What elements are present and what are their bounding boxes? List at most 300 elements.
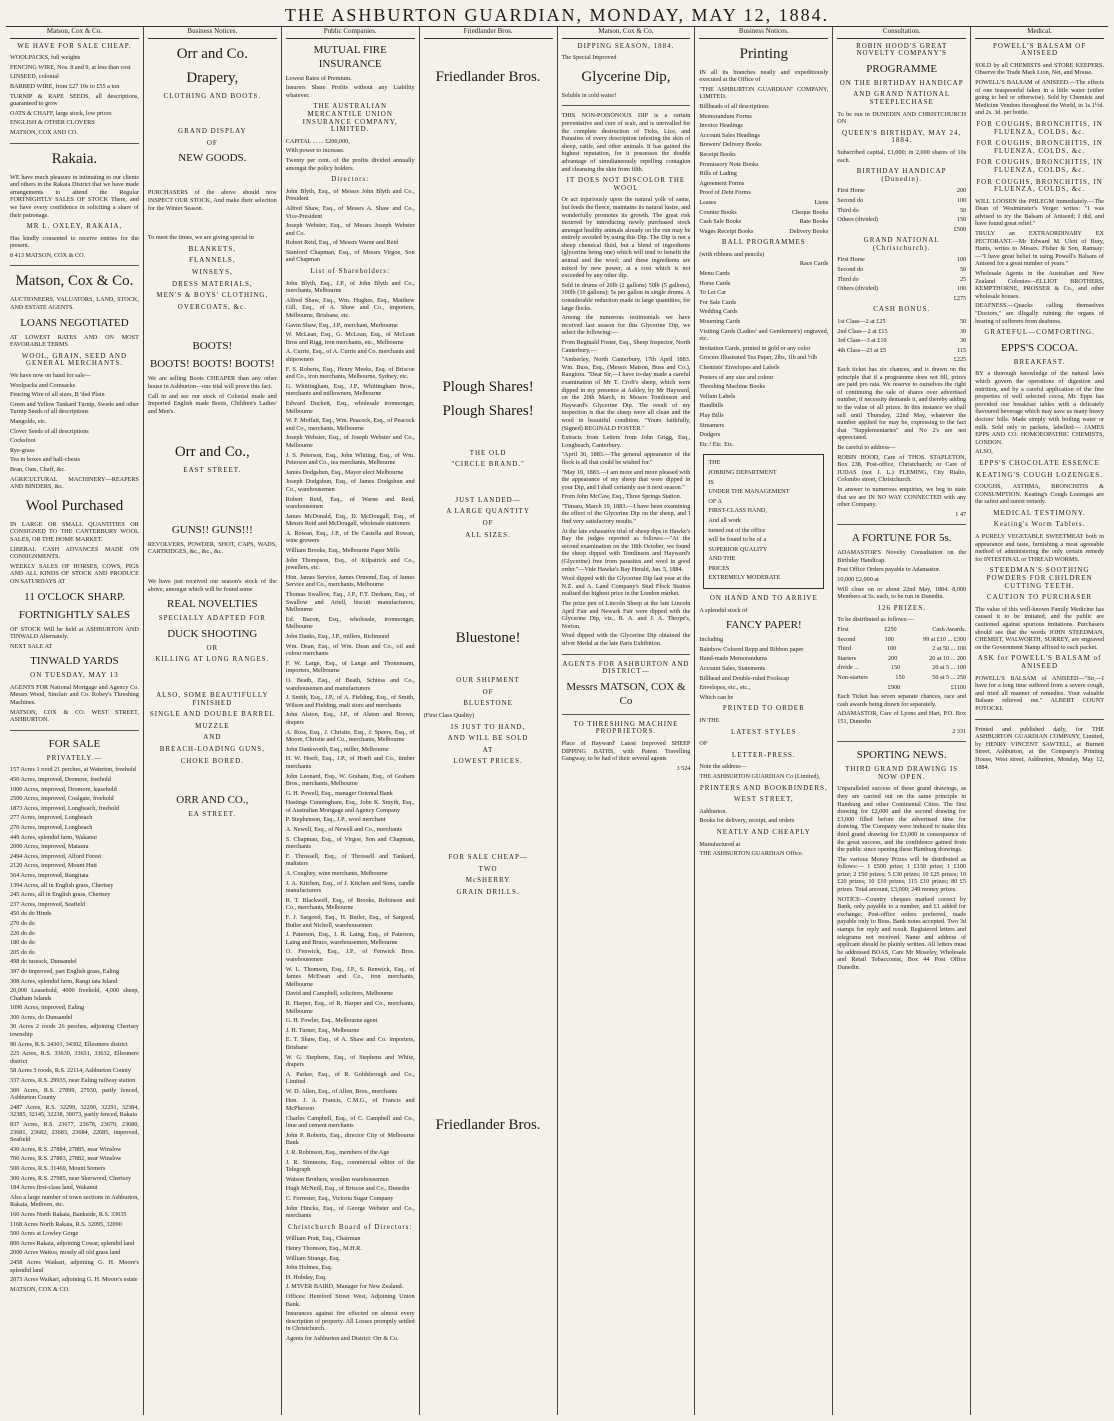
land-item: 498 do tussock, Dunsandel (10, 958, 77, 966)
mens: MEN'S & BOYS' CLOTHING, (156, 291, 269, 300)
also-finished: ALSO, SOME BEAUTIFULLY FINISHED (156, 691, 269, 707)
bonus-cell: 30 (959, 337, 967, 345)
land-item: 2000 Acres, improved, Mataura (10, 843, 89, 851)
adamastor-cell: 2 at 50 ... 100 (932, 645, 967, 653)
shareholder: Hastings Cunningham, Esq., John K. Smyth, Esq., of Australian Mortgage and Agency Company (285, 799, 415, 814)
on-hand: ON HAND AND TO ARRIVE (709, 594, 818, 603)
powell-title: POWELL'S BALSAM OF ANISEED (992, 41, 1087, 58)
have-now: We have now on hand for sale— (10, 372, 91, 380)
shareholder: Charles Campbell, Esq., of C. Campbell and Co., lime and cement merchants (285, 1114, 415, 1130)
shareholder: J. Paterson, Esq., J. R. Laing, Esq., of Paterson, Laing and Bruce, warehousemen, Melbourne (285, 931, 415, 946)
to-be-run: To be run in DUNEDIN AND CHRISTCHURCH ON (837, 110, 967, 126)
call-in: Call in and see our stock of Colonial made and Imported English made Boots, Children's Ladies' and Men's. (147, 392, 277, 415)
ref: 1 47 (955, 510, 967, 518)
cash-bonus: CASH BONUS. (873, 305, 931, 314)
adamastor: ADAMASTOR'S Novelty Consultation on the Birthday Handicap. (837, 549, 967, 564)
land-item: 2500 Acres, improved, Coalgate, freehold (10, 795, 114, 803)
purchasers: PURCHASERS of the above should now INSPECT OUR STOCK, And make their selection for the Winter Season. (147, 189, 277, 212)
friedlander-footer: Friedlander Bros. (435, 1117, 541, 1134)
shareholder: A. Ross, Esq., J. Christie, Esq., J. Speers, Esq., of Moore, Christie and Co., merchants, Melbourne (285, 728, 415, 744)
land-item: 270 do do (10, 919, 35, 927)
land-item: 1000 Acres, improved, Dromore, leasehold (10, 785, 117, 793)
timaru: "Timaru, March 19, 1883.—I have been examining the effect of the Glycerine Dip on the sheep, and I find very satisfactory results." (561, 502, 691, 526)
land-item: 308 Acres, splendid farm, Rangi tata Island (10, 977, 118, 985)
third-grand: THIRD GRAND DRAWING IS NOW OPEN. (845, 765, 959, 781)
adamastor-row (837, 684, 966, 692)
stock-item: Fencing Wire of all sizes, B 'ded Plain (10, 391, 105, 399)
agents: Agents for Ashburton and District: Orr & Co. (285, 1334, 399, 1342)
offices: Offices: Hereford Street West, Adjoining Union Bank. (285, 1292, 415, 1308)
column-header: Public Companies. (286, 27, 415, 39)
shareholder: James McDonald, Esq., D. McDougall, Esq., of Messrs Reid and McDougall, wholesale stationers (285, 512, 415, 528)
column-medical (971, 27, 1108, 1415)
bh-cell: First Horse (837, 187, 865, 195)
sold-in: Sold in drums of 20lb (2 gallons) 50lb (5 gallons), 100lb (10 gallons); 5s per gallon in single drums. A considerable reduction made in large quantities, for large flocks. (561, 281, 691, 312)
guardian-co: "THE ASHBURTON GUARDIAN" COMPANY, LIMITED. (699, 85, 829, 101)
single-double: SINGLE AND DOUBLE BARREL (149, 710, 275, 719)
ask-for: ASK for POWELL'S BALSAM of ANISEED (977, 654, 1102, 670)
shareholders: List of Shareholders: (310, 267, 391, 276)
breech: BREACH-LOADING GUNS, (159, 745, 265, 753)
bh-cell: 50 (959, 206, 967, 214)
rakaia-agent-note: Has kindly consented to receive entries for the present. (10, 234, 139, 250)
land-item: 1873 Acres, improved, Longbeach, freehold (10, 804, 120, 812)
oclock: 11 O'CLOCK SHARP. (24, 590, 125, 603)
shareholder: Joseph Webster, Esq., of Joseph Webster and Co., Melbourne (285, 434, 415, 449)
east-street: EAST STREET. (183, 466, 242, 475)
new-goods: NEW GOODS. (178, 152, 247, 165)
land-item: 300 Acres, R.S. 27985, near Sherwood, Chertsey (10, 1174, 132, 1182)
envelopes: Envelopes, etc., etc., (699, 684, 751, 692)
wool-purchased: Wool Purchased (25, 497, 124, 514)
adamastor-cell: Third (837, 645, 851, 653)
ad-line: LINSEED, colonial (10, 73, 59, 81)
the-guardian: THE ASHBURTON GUARDIAN Co (Limited), (699, 772, 821, 780)
shareholder: Alfred Shaw, Esq., Wm. Hughes, Esq., Matthew Gill, Esq., of A. Shaw and Co., importers, Melbourne, Brisbane, etc. (285, 296, 415, 320)
row (699, 199, 828, 207)
ad-line: MATSON, COX AND CO. (10, 128, 78, 136)
gn-cell: 50 (959, 266, 967, 274)
printed-by: Printed and published daily, for THE ASHBURTON GUARDIAN COMPANY, Limited, by HENRY VINCENT SAWTELL, at Burnett Street, Ashburton, at the Company's Printing House, West street, Ashburton, Monday, May 12, 1884. (975, 725, 1104, 771)
adamastor-cell: £900 (887, 683, 901, 691)
bonus-cell: 4th Class—23 at £5 (837, 346, 887, 354)
bonus-cell: 3rd Class—3 at £10 (837, 337, 887, 345)
adamastor-row (837, 674, 966, 682)
ball: BALL PROGRAMMES (721, 238, 806, 247)
sporting-news: SPORTING NEWS. (856, 749, 947, 762)
shareholder: R. Harper, Esq., of R. Harper and Co., merchants, Melbourne (285, 999, 415, 1015)
wholesale: Wholesale Agents in the Australian and New Zealand Colonies—ELLIOT BROTHERS, KEMPTHORNE, PROSSER & Co., and other wholesale houses. (975, 270, 1104, 300)
all-sizes: ALL SIZES. (465, 530, 511, 539)
adamastor-cell: Second (837, 635, 856, 643)
director: Robert Reid, Esq., of Messrs Warne and Reid (285, 239, 399, 247)
director: Alfred Shaw, Esq., of Messrs A. Shaw and Co., Vice-President (285, 204, 415, 220)
print-item: Invoice Headings (699, 122, 743, 130)
shareholder: John Blyth, Esq., J.P., of John Blyth and Co., merchants, Melbourne (285, 279, 415, 295)
land-item: 2120 Acres, improved, Mount Hutt (10, 862, 97, 870)
box-line: SUPERIOR QUALITY (708, 545, 768, 553)
tinwald-yards: TINWALD YARDS (30, 655, 119, 668)
adamastor-cell: Starters (837, 654, 857, 662)
masthead: THE ASHBURTON GUARDIAN, MONDAY, MAY 12, 1884. (284, 5, 830, 25)
row (699, 218, 828, 226)
will-loosen: WILL LOOSEN the PHLEGM immediately.—The Dean of Westminster's Verger writes: "I was advised to try the Balsam of Aniseed; I did, and have found great relief." (975, 197, 1104, 228)
boots-1: BOOTS! (192, 340, 233, 353)
orr-title-2: Orr and Co., (174, 444, 250, 461)
bh-row (837, 207, 966, 215)
posters: Posters of any size and colour (699, 373, 774, 381)
to-let: To Let Car (699, 289, 727, 297)
shareholder: G. H. Fowler, Esq., Melbourne agent (285, 1017, 378, 1025)
land-item: 1090 Acres, improved, Ealing (10, 1004, 85, 1012)
sold: SOLD by all CHEMISTS and STORE KEEPERS. Observe the Trade Mark Lion, Net, and Mouse. (975, 61, 1104, 77)
column-orr-and-co (144, 27, 282, 1415)
print-item: Promissory Note Books (699, 160, 759, 168)
shareholder: G. Whittingham, Esq., J.P., Whittingham Bros., merchants and millowners, Melbourne (285, 382, 415, 398)
programme: PROGRAMME (866, 62, 938, 75)
late-trial: At the late exhaustive trial of sheep dips in Hawke's Bay the judges reported as follows:—"At the second examination on the 18th October, we found the sheep dipped with Tomlinson and Hayward's (Glycerine) free from parasites and wool in good order."—Vide Hawke's Bay Herald, Jan. 5, 1884. (561, 527, 691, 573)
gn-cell: First Horse (837, 256, 865, 264)
shareholder: F. W. Large, Esq., of Lange and Thonemann, importers, Melbourne (285, 659, 415, 675)
stock-item: Bran, Oats, Chaff, &c. (10, 465, 66, 473)
fortnightly: FORTNIGHTLY SALES (18, 608, 131, 621)
ask-text: POWELL'S BALSAM of ANISEED—"Sir,—I have for a long time suffered from a severe cough, and tried all manner of remedies. Your valuable Balsam relieved me." ALBERT COUNT POTOCKI. (975, 674, 1104, 712)
director: Stanford Chapman, Esq., of Messrs Virgoe, Son and Chapman (285, 248, 415, 264)
from-foster: From Reginald Foster, Esq., Sheep Inspector, North Canterbury,— (561, 339, 691, 354)
row (699, 228, 828, 236)
shareholder: A. Currie, Esq., of A. Currie and Co. merchants and shipowners (285, 348, 415, 363)
bonus-cell: 2nd Class—2 at £15 (837, 327, 888, 335)
robin-addr: ROBIN HOOD, Care of THOS. STAPLETON, Box 238, Post-office, Christchurch; or Care of JUDAS (not J. L.) FLEMING, City Rialto, Colombo street, Christchurch. (837, 453, 967, 484)
land-item: 397 do improved, part English grass, Ealing (10, 967, 119, 975)
place: Place of Hayward' Latest Improved SHEEP DIPPING BATHS, with Patent Travelling Gangway, to be had of their several agents (561, 739, 691, 763)
bh-table (837, 187, 966, 233)
column-printing (695, 27, 833, 1415)
stock-item: Cocksfoot (10, 437, 36, 445)
of: OF (206, 138, 218, 147)
april-30: "April 30, 1883.—The general appearance of the flock is all that could be wished for." (561, 451, 691, 466)
novelties: REAL NOVELTIES (167, 598, 258, 611)
adamastor-cell: 100 (886, 645, 897, 653)
land-item: 337 Acres, R.S. 29935, near Ealing railway station (10, 1077, 136, 1085)
for-sale-cards: For Sale Cards (699, 298, 737, 306)
box-line: JOBBING DEPARTMENT (708, 468, 777, 476)
box-line: EXTREMELY MODERATE (708, 574, 781, 582)
chc-list (286, 1235, 415, 1281)
land-item: 157 Acres 1 rood 21 perches, at Waterton, freehold (10, 766, 136, 774)
land-list (10, 766, 139, 1283)
rakaia-text: WE have much pleasure in intimating to our clients and others in the Rakaia District that we have made arrangements to attend the Regular FORTNIGHTLY SALES OF STOCK There, and we have every confidence in soliciting a share of their patronage. (10, 173, 139, 219)
truly: TRULY an EXTRAORDINARY EX PECTORANT.—Mr Edward M. Ulett of Bury, Hunts, writes to Messrs. Fisher & Son, Ramsay:—"I have great belief in using Powell's Balsam of Aniseed for a great number of years." (975, 230, 1104, 268)
neatly: NEATLY AND CHEAPLY (716, 827, 811, 836)
land-item: 2458 Acres Waikari, adjoining G. H. Moore's splendid land (10, 1258, 139, 1274)
gn-cell: Third do (837, 275, 859, 283)
shareholder: Ed. Bacon, Esq., wholesale, ironmonger, Melbourne (285, 615, 415, 631)
bonus-row (837, 328, 966, 336)
shareholder: Thomas Swallow, Esq., J.P., F.T. Derham, Esq., of Swallow and Ariell, biscuit manufacturers, Melbourne (285, 591, 415, 614)
gn-cell: Second do (837, 266, 864, 274)
next-sale: NEXT SALE AT (10, 642, 53, 650)
shareholder: A. Rowan, Esq., J.P., of De Castella and Rowan, wine growers (285, 529, 415, 545)
special: The Special Improved (561, 54, 617, 62)
duck-shooting: DUCK SHOOTING (167, 627, 258, 640)
keatings-text: COUGHS, ASTHMA, BRONCHITIS & CONSUMPTION. Keating's Cough Lozenges are the safest and surest remedy. (975, 483, 1104, 506)
grateful: GRATEFUL—COMFORTING. (984, 328, 1095, 337)
keatings: KEATING'S COUGH LOZENGES. (976, 470, 1103, 479)
coughs: FOR COUGHS, BRONCHITIS, IN FLUENZA, COLDS, &c. (976, 158, 1103, 174)
tinwald-date: ON TUESDAY, MAY 13 (30, 671, 119, 680)
and-will: AND WILL BE SOLD (447, 734, 529, 743)
is-just: IS JUST TO HAND, (450, 722, 526, 731)
shareholder: W. McLean, Esq., G. McLean, Esq., of McLean Bros and Rigg, iron merchants, etc., Melbourne (285, 331, 415, 346)
para-2: Or act injuriously upon the natural yolk of same, but feeds the fleece, maintains its natural lustre, and wonderfully promotes its growth. The great risk incurred by introducing newly purchased stock amongst healthy animals already on the run may be entirely avoided by using this Dip. The Dip is not a sheep chemical fluid, but a blend of ingredients (glycerine being one) which will tend to benefit the animal and the wool; and these ingredients are mixed by new power, at a cost which is not exceeded by any other dip. (561, 196, 691, 280)
land-item: 270 Acres, improved, Longbeach (10, 824, 93, 831)
ad-line: WOOLPACKS, full weights (10, 54, 81, 62)
powell-text: POWELL'S BALSAM of ANISEED.—The effects of one teaspoonful taken in a little water (either going to bed or otherwise). Sold by Chemists and Medicine Vendors throughout the World, in 1s.1½d. and 2s. 3d. per bottle. (975, 78, 1104, 117)
rakaia-agent: MR L. OXLEY, RAKAIA, (26, 222, 123, 231)
land-item: 700 Acres, R.S. 27883, 27882, near Winslow (10, 1155, 122, 1163)
orr-title-3: ORR AND CO., (176, 794, 249, 807)
director: John Blyth, Esq., of Messrs John Blyth and Co., President (285, 187, 415, 203)
cheque: Cheque Books (791, 208, 829, 216)
notice: NOTICE—Country cheques marked correct by Bank, only payable to a number, and £1 added for exchange. Post-office orders preferred, made payable only to Boss. Bank notes accepted. Two 3d stamps for reply and result. Registered letters and telegrams not received. Name and address of applicant should be plainly written. All letters must be addressed BOAS, Care Mr Moseley, Wholesale and Retail Tobacconist, Box 44 Post Office Dunedin. (837, 895, 967, 971)
bh-title: BIRTHDAY HANDICAP (Dunedin). (856, 167, 947, 183)
mutual-fire: MUTUAL FIRE INSURANCE (313, 43, 387, 70)
drapery: Drapery, (186, 69, 239, 86)
two: TWO (478, 864, 498, 873)
bonus-table (837, 318, 966, 364)
books-delivery: Books for delivery, receipt, and orders (699, 817, 795, 825)
lowest-prices: LOWEST PRICES. (453, 757, 523, 766)
bh-row (837, 216, 966, 224)
adamastor-cell: £250 (884, 626, 897, 634)
amount: 10,000 £2,000 at (837, 576, 879, 584)
bh-cell: £500 (953, 225, 967, 233)
shareholder: P. Stephenson, Esq., J.P., wool merchant (285, 816, 386, 824)
ad-title: WE HAVE FOR SALE CHEAP. (17, 41, 132, 50)
shareholder: David and Campbell, solicitors, Melbourne (285, 990, 393, 998)
adamastor-cell: divide ... (837, 664, 859, 672)
dress: DRESS MATERIALS, (172, 279, 253, 288)
directors: Directors: (331, 175, 370, 184)
shipment: OUR SHIPMENT (456, 676, 520, 685)
shareholder: Wm. Dean, Esq., of Wm. Dean and Co., oil and colour merchants (285, 642, 415, 658)
killing: KILLING AT LONG RANGES. (155, 655, 270, 664)
grand-national: AND GRAND NATIONAL STEEPLECHASE (853, 90, 951, 106)
rate: Rate Books (799, 218, 829, 226)
prize-pen: The prize pen of Lincoln Sheep at the late Lincoln April Fair and Newark Fair were dipped with the Glycerine Dip, viz., R. A. and J. A. Thorpe's, Norton. (561, 600, 691, 630)
bh-cell: 200 (956, 187, 967, 195)
jobbing-box (703, 454, 824, 589)
para-1: THIS NON-POISONOUS DIP is a certain preventative and cure of scab, and is unrivalled for the complete destruction of Ticks, Lice, and Parasites of every description infesting the skin of sheep, cattle, and other animals. It has gained the highest reputation, for it possesses the double advantage of simultaneously repelling contagion and cleansing the skin from filth. (561, 112, 691, 173)
leases: Leases (699, 198, 717, 206)
column-public-companies (282, 27, 420, 1415)
at: AT (482, 745, 494, 754)
shareholder: John P. Roberts, Esq., director City of Melbourne Bank (285, 1131, 415, 1147)
shareholder: G. H. Powell, Esq., manager Oriental Bank (285, 789, 393, 797)
shareholder: J. R. Robinson, Esq., members of the Age (285, 1149, 390, 1157)
ad-line: BARBED WIRE, from £27 10s to £55 a ton (10, 82, 120, 90)
race-cards: Race Cards (799, 260, 829, 268)
box-line: turned out of the office (708, 526, 766, 534)
agents-for: AGENTS FOR National Mortgage and Agency Co. Messrs Wood, Sinclair and Co. Robey's Threshing Machines. (10, 683, 139, 707)
overcoats: OVERCOATS, &c. (177, 302, 247, 311)
gn-row (837, 266, 966, 274)
prizes: 126 PRIZES. (877, 603, 926, 612)
bonus-row (837, 347, 966, 355)
land-item: 500 Acres at Lowley Gorge (10, 1230, 79, 1238)
friedlander-title: Friedlander Bros. (435, 68, 541, 85)
box-line: FIRST-CLASS HAND, (708, 507, 767, 515)
land-item: 220 do do (10, 929, 35, 937)
gn-cell: Others (divided) (837, 285, 878, 293)
wool-dipped: Wool dipped with the Glycerine Dip last year at the N.Z. and A. Land Company's Stud Flock Station realised the highest price in the London market. (561, 575, 691, 598)
end-signature: MATSON, COX & CO. (10, 1285, 70, 1293)
box-line: AND THE (708, 555, 736, 563)
sporting-text: Unparalleled success of these grand drawings, as they are carried out on the same principle in Hamburg and other Continental Cities. The first drawing for £2,000 and the second drawing for £3,000 filled before the advertised time for drawing. The Company were induced to make this third grand drawing for £3,000 in consequence of the great success, and the confidence gained from the public since opening these Hamburg drawings. (837, 785, 967, 854)
fortune: A FORTUNE FOR 5s. (851, 532, 952, 545)
printed-to-order: PRINTED TO ORDER (722, 704, 805, 713)
bluestone-2: BLUESTONE (463, 699, 513, 708)
blankets: BLANKETS, (188, 244, 236, 253)
ad-line: OATS & CHAFF, large stock, low prices (10, 109, 112, 117)
be-careful: Be careful to address— (837, 443, 896, 451)
bh-row (837, 226, 966, 234)
ad-lines (10, 54, 139, 136)
ashburton: Ashburton. (699, 807, 728, 815)
stock-item: Woolpacks and Cornsacks (10, 381, 76, 389)
handbills: Handbills (699, 402, 724, 410)
grand-display: GRAND DISPLAY (178, 127, 247, 136)
adamastor-cell: 200 (888, 654, 898, 662)
print-item: Proof of Debt Forms (699, 189, 751, 197)
bonus-cell: 30 (959, 327, 967, 335)
printers: PRINTERS AND BOOKBINDERS, (699, 783, 828, 792)
land-item: 837 Acres, R.S. 23677, 23678, 23679, 23680, 23681, 23682, 23683, 23684, 22685, improved, Seafield (10, 1121, 139, 1144)
stock-item: Rye-grass (10, 446, 35, 454)
robin-hood: ROBIN HOOD'S GREAT NOVELTY COMPANY'S (856, 41, 948, 58)
printing: Printing (739, 45, 788, 62)
bonus-row (837, 337, 966, 345)
wages: Wages Receipt Books (699, 227, 754, 235)
print-item: Memorandum Forms (699, 112, 752, 120)
steedman: STEEDMAN'S SOOTHING POWDERS FOR CHILDREN CUTTING TEETH. (986, 566, 1093, 590)
fortnightly-sub: OF STOCK Will be held at ASHBURTON AND TINWALD Alternately. (10, 625, 139, 641)
shareholder: H. W. Hoeft, Esq., J.P., of Hoeft and Co., timber merchants (285, 755, 415, 770)
land-item: 564 Acres, improved, Rangitata (10, 871, 89, 879)
rakaia-ref: 8 413 MATSON, COX & CO. (10, 251, 86, 259)
in-answer: In answer to numerous enquiries, we beg to state that we are IN NO WAY CONNECTED with any other Company. (837, 485, 967, 509)
subscribed: Subscribed capital, £1,000; in 2,000 shares of 10s each. (837, 148, 967, 164)
adamastor-cell: Non-starters (837, 674, 868, 681)
of-2: OF (482, 687, 494, 696)
chc-director: William Strange, Esq. (285, 1254, 341, 1262)
large-qty: A LARGE QUANTITY (446, 507, 530, 516)
bluestone: Bluestone! (455, 630, 521, 647)
bh-cell: 100 (956, 196, 967, 204)
bh-cell: Others (divided) (837, 216, 878, 224)
glycerine-dip: Glycerine Dip, (581, 68, 671, 85)
shareholder: William Brooks, Esq., Melbourne Paper Mills (285, 547, 400, 555)
first-class: (First Class Quality) (423, 711, 475, 719)
distributed: To be distributed as follows:— (837, 616, 914, 624)
column-header: Matson, Cox & Co. (562, 27, 691, 39)
land-item: 450 Acres, improved, Dromore, freehold (10, 776, 111, 784)
ref: 3 524 (676, 764, 691, 772)
box-line: And all work (708, 516, 742, 524)
stock-item: Green and Yellow Tankard Turnip, Swede and other Turnip Seeds of all descriptions (10, 400, 139, 416)
land-item: 450 do do Hinds (10, 910, 52, 918)
gn-table (837, 256, 966, 302)
latest-styles: LATEST STYLES (731, 727, 797, 736)
print-item: Brewers' Delivery Books (699, 141, 762, 149)
for-sale: FOR SALE CHEAP— (448, 852, 528, 861)
shareholder: Hugh McNeill, Esq., of Briscoe and Co., Dunedin (285, 1185, 410, 1193)
column-header: Consultation. (837, 27, 966, 39)
fancy-paper: FANCY PAPER! (725, 619, 802, 632)
to-meet: To meet the times, we are giving special in (147, 234, 254, 242)
column-matson-cox (6, 27, 144, 1415)
selling: We are selling Boots CHEAPER than any other house in Ashburton—one trial will prove this fact. (147, 375, 277, 390)
print-item: Billheads of all descriptions (699, 102, 769, 110)
ribbons: (with ribbons and pencils) (699, 250, 765, 258)
adamastor-cell: 99 at £10 ... £300 (922, 635, 967, 643)
chc-director: H. Hobday, Esq. (285, 1273, 327, 1281)
bh-row (837, 197, 966, 205)
caution: CAUTION TO PURCHASER (986, 593, 1093, 602)
shareholder: John Danks, Esq., J.P., millers, Richmond (285, 633, 390, 640)
plough-1: Plough Shares! (442, 378, 534, 395)
boots-2: BOOTS! BOOTS! BOOTS! (149, 358, 275, 371)
for-sale: FOR SALE (48, 737, 101, 750)
mcsherry: McSHERRY (465, 876, 511, 885)
land-item: 800 Acres Rakaia, adjoining Cowar, splendid land (10, 1239, 135, 1247)
the-old: THE OLD (469, 448, 507, 457)
print-item: Bills of Lading (699, 170, 737, 178)
liberal-advances: LIBERAL CASH ADVANCES MADE ON CONSIGNMENTS. (10, 545, 139, 561)
dodgers: Dodgers (699, 431, 721, 439)
letterpress: LETTER-PRESS. (731, 750, 796, 759)
may-10: "May 10, 1883.—I am more and more pleased with the appearance of my sheep that were dipped in your Dip, and I shall certainly use it next season." (561, 468, 691, 491)
billhead: Billhead and Double-ruled Foolscap (699, 674, 790, 682)
coughs: FOR COUGHS, BRONCHITIS, IN FLUENZA, COLDS, &c. (976, 177, 1103, 194)
chocolate: EPPS'S CHOCOLATE ESSENCE (979, 458, 1100, 467)
shareholder: Edward Duckett, Esq., wholesale ironmonger, Melbourne (285, 399, 415, 415)
adamastor-cell: 20 at 10 ... 200 (929, 654, 967, 662)
land-item: 449 Acres, splendid farm, Wakanui (10, 833, 98, 841)
shareholder: J. A. Kitchen, Esq., of J. Kitchen and Sons, candle manufacturers (285, 879, 415, 895)
lowest-rates: Lowest Rates of Premium. (285, 74, 352, 82)
insurers: Insurers Share Profits without any Liability whatever. (285, 84, 415, 99)
column-friedlander (420, 27, 558, 1415)
counter: Counter Books (699, 208, 737, 216)
land-item: 184 Acres first-class land, Wakanui (10, 1184, 98, 1192)
power: With power to increase. (285, 147, 345, 155)
director-list (286, 188, 415, 264)
circle-brand: "CIRCLE BRAND." (451, 460, 525, 469)
note-address: Note the address— (699, 763, 747, 771)
mccaw: From John McCaw, Esq., Three Springs Station. (561, 493, 682, 501)
adamastor-cell: 20 at 5 ... 100 (932, 664, 967, 672)
bonus-cell: £225 (953, 356, 967, 364)
will-close: Will close on or about 22nd May, 1884. 8,000 Members at 5s. each, to be run in Dunedin. (837, 585, 967, 601)
shareholder: John Dankworth, Esq., miller, Melbourne (285, 745, 389, 753)
land-item: Also a large number of town sections in Ashburton, Rakaia, Methven, etc. (10, 1193, 139, 1209)
shareholder: James Dodgshun, Esq., Mayor elect Melbourne (285, 468, 404, 476)
liens: Liens (814, 198, 829, 206)
ad-line: TURNIP & RAPE SEEDS, all descriptions, guaranteed to grow (10, 92, 139, 108)
shareholder: John Alston, Esq., J.P., of Alston and Brown, drapers (285, 711, 415, 726)
